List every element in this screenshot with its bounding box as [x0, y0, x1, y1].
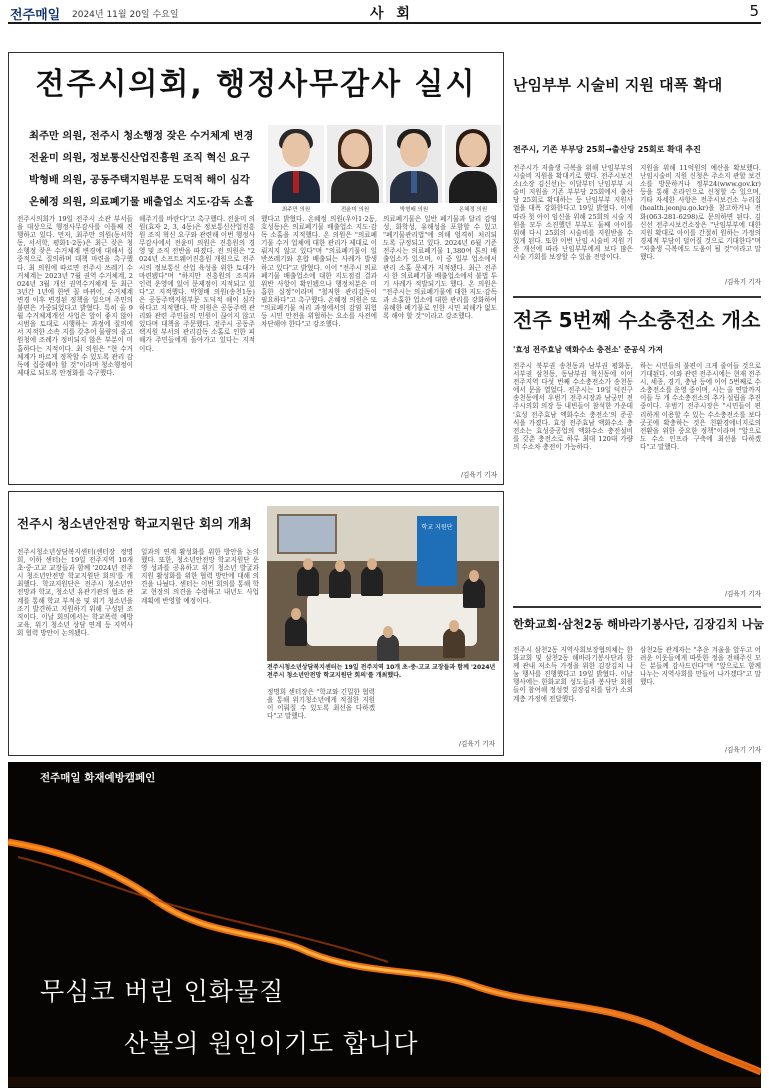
meeting-banner: 학교 지원단	[417, 516, 457, 586]
article-column: 지원을 위해 11억원의 예산을 확보했다. 난임시술비 지원 신청은 주소지 관할 보건소를 방문하거나 정부24(www.gov.kr) 등을 통해 온라인으로 신청할 수 있으며, 기타 자세한 사항은 전주시보건소 누리집(health.jeonju.go.kr)을 참고하거나 전화(063-281-6298)로 문의하면 된다. 김신선 전주시보건소장은 "난임부부에 대한 지원 확대로 아이를 간절히 원하는 가정의 경제적 부담이 덜어질 것으로 기대한다"며 "저출생 극복에도 도움이 될 것"이라고 말했다.	[640, 164, 761, 262]
fire-prevention-campaign	[8, 762, 761, 1088]
article-column: 일과의 연계 활성화를 위한 방안을 논의했다. 또한, 청소년안전망 학교지원단 운영 성과를 공유하고 위기 청소년 발굴과 지원 활성화를 위한 협력 방안에 대해 의견을 나눴다. 센터는 이번 회의를 통해 학교 현장의 의견을 수렴하고 내년도 사업 계획에 반영할 예정이다.	[141, 548, 259, 605]
article-subhead: 전주시, 기존 부부당 25회→출산당 25회로 확대 추진	[513, 145, 701, 154]
photo-caption: 전윤미 의원	[340, 207, 370, 213]
article-column: 했다고 밝혔다. 온혜정 의원(우아1·2동, 호성동)은 의료폐기물 배출업소 지도·감독 소홀을 지적했다. 온 의원은 "의료폐기물 수거 업체에 대한 관리가 제대로 이뤄지지 않고 있다"며 "의료폐기물이 일반쓰레기와 혼합 배출되는 사례가 발생하고 있다"고 밝혔다. 이어 "전주시 의료폐기물 배출업소에 대한 지도점검 결과 위반 사항이 확인됐으나 행정처분은 미흡한 실정"이라며 "철저한 관리감독이 필요하다"고 촉구했다. 온혜정 의원은 또 "의료폐기물 처리 과정에서의 감염 위험 등 시민 안전을 위협하는 요소를 사전에 차단해야 한다"고 강조했다.	[261, 215, 377, 329]
campaign-slogan-line: 산불의 원인이기도 합니다	[124, 1029, 419, 1058]
photo-caption: 온혜정 의원	[458, 207, 488, 213]
article-subhead: '효성 전주효남 액화수소 충전소' 준공식 가져	[513, 345, 663, 354]
issue-date: 2024년 11월 20일 수요일	[72, 10, 179, 20]
reporter-byline: /김육기 기자	[724, 746, 761, 754]
masthead	[8, 2, 761, 24]
councilor-photos	[266, 125, 502, 215]
article-column: 하는 시민들의 불편이 크게 줄어들 것으로 기대된다. 이와 관련 전주시에는 현재 전주시, 세종, 경기, 충남 등에 이어 5번째로 수소충전소를 운영 중이며, 시는 올 연말까지 이들 두 개 수소충전소의 추가 설립을 추진 중이다. 우범기 전주시장은 "시민들이 편리하게 이용할 수 있는 수소충전소를 보다 곳곳에 확충하는 것은 친환경에너지로의 전환을 위한 중요한 정책"이라며 "앞으로도 수소 인프라 구축에 최선을 다하겠다"고 말했다.	[640, 362, 761, 451]
councilor-photo	[327, 125, 383, 203]
subhead: 최주만 의원, 전주시 청소행정 잦은 수거체계 변경	[29, 130, 254, 142]
article-headline: 난임부부 시술비 지원 대폭 확대	[513, 76, 723, 94]
photo-caption: 박형배 의원	[399, 207, 429, 213]
page-number: 5	[749, 2, 759, 20]
article-column: 전주시 북부권 송천동과 남부권 평화동, 서부권 삼천동, 동남부권 혁신동에 이어 전주지역 다섯 번째 수소충전소가 송천동에서 문을 열었다. 전주시는 19일 덕진구 송천동에서 우범기 전주시장과 남궁민 전주시의회 의장 등 내빈들이 참석한 가운데 '효성 전주효남 액화수소 충전소'의 준공식을 가졌다. 효성 전주효남 액화수소 충전소는 효성중공업의 액화수소 충전설비를 갖춘 충전소로 하루 최대 120대 가량의 수소차 충전이 가능하다.	[513, 362, 633, 451]
article-headline: 전주시의회, 행정사무감사 실시	[35, 67, 477, 102]
reporter-byline: /김육기 기자	[724, 278, 761, 286]
article-column: 전주시의회가 19일 전주시 소관 부서들을 대상으로 행정사무감사를 이틀째 진행하고 있다. 먼저, 최주만 의원(동서학동, 서서학, 평화1·2동)은 최근 잦은 청소행정 잦은 수거체계 변경에 대해서 집중적으로 질의하며 대책 마련을 촉구했다. 최 의원에 따르면 전주시 쓰레기 수거체계는 2023년 7월 권역 수거체계, 2024년 3월 개선 권역수거체계 등 최근 3년간 1년에 한번 꼴 바뀌어, 수거체계 변경 이후 변경된 정책을 일으며 주민의 불편은 가중되었다고 밝혔다. 특히 올 9월 수거체계개선 사업은 앞이 좋지 않아 시범을 토대로 시행하는 과정에 질의에서 지적한 소속 지를 갖추어 물량의 줄고 원청에 조례가 정비되지 않은 부분이 미흡하다는 지적이다. 최 의원은 "현 수거체계가 바르게 정착할 수 있도록 관리 감독에 집중해야 할 것"이라며 청소행정이 제대로 되도록 안정화를 촉구했다.	[17, 215, 133, 377]
article-column: 해주기를 바란다"고 촉구했다. 전윤미 의원(효자 2, 3, 4동)은 정보통신산업진흥원 조직 혁신 요구와 관련해 이번 행정사무감사에서 전윤미 의원은 진흥원의 경영 및 조직 전반을 따졌다. 전 의원은 "2024년 소프트웨어진흥원 개원으로 전주시의 정보통신 산업 육성을 위한 토대가 마련됐다"며 "하지만 진흥원의 조직과 인력 운영에 있어 문제점이 지적되고 있다"고 지적했다. 박형배 의원(송천1동)은 공동주택지원부문 도덕적 해이 심각하다고 지적했다. 박 의원은 공동주택 관리와 관련 주민들의 민원이 끊이지 않고 있다며 대책을 주문했다. 전주시 공동주택지원 부서의 관리감독 소홀로 인한 피해가 주민들에게 돌아가고 있다는 지적이다.	[139, 215, 255, 353]
councilor-photo	[268, 125, 324, 203]
article-headline: 전주 5번째 수소충전소 개소	[513, 308, 761, 332]
article-column: 전주시 삼천2동 지역사회보장협의체는 한화교회 및 삼천2동 해바라기봉사단과 함께 관내 저소득 가정을 위한 김장김치 나눔 행사를 진행했다고 19일 밝혔다. 이날 행사에는 한화교회 성도들과 봉사단 회원들이 참여해 정성껏 김장김치를 담가 소외계층 가정에 전달했다.	[513, 646, 633, 703]
councilor-photo	[386, 125, 442, 203]
campaign-label: 전주매일 화재예방캠페인	[40, 772, 156, 784]
councilor-photo	[445, 125, 501, 203]
article-headline: 한화교회·삼천2동 해바라기봉사단, 김장김치 나눔	[513, 617, 764, 631]
subhead: 온혜정 의원, 의료폐기물 배출업소 지도·감독 소홀	[29, 196, 254, 208]
campaign-slogan-line: 무심코 버린 인화물질	[40, 977, 285, 1006]
infertility-article	[513, 52, 761, 290]
article-column: 의료폐기물은 일반 폐기물과 달리 감염성, 화학성, 유해성을 포함할 수 있고 "폐기물관리법"에 의해 엄격히 처리되도록 규정되고 있다. 2024년 6월 기준 전주시는 의료폐기물 1,380여 톤의 배출업소가 있으며, 이 중 일부 업소에서 관리 소홀 문제가 지적됐다. 최근 전주시 한 의료폐기물 배출업소에서 불법 투기 사례가 적발되기도 했다. 온 의원은 "전주시는 의료폐기물에 대한 지도·감독과 소홀한 업소에 대한 관리를 강화하여 유해한 폐기물로 인한 시민 피해가 없도록 해야 할 것"이라고 강조했다.	[383, 215, 497, 321]
reporter-byline: /김육기 기자	[724, 590, 761, 598]
newspaper-name: 전주매일	[10, 8, 61, 23]
article-headline: 전주시 청소년안전망 학교지원단 회의 개최	[17, 516, 252, 531]
photo-caption: 최주만 의원	[281, 207, 311, 213]
subhead: 전윤미 의원, 정보통신산업진흥원 조직 혁신 요구	[29, 152, 250, 164]
subhead: 박형배 의원, 공동주택지원부문 도덕적 해이 심각	[29, 174, 250, 186]
youth-safety-article	[8, 491, 504, 756]
meeting-photo	[267, 506, 499, 661]
hydrogen-station-article	[513, 296, 761, 600]
article-column: 정명희 센터장은 "학교와 긴밀한 협력을 통해 위기청소년에게 적절한 지원이 이뤄질 수 있도록 최선을 다하겠다"고 말했다.	[267, 688, 375, 721]
article-column: 삼천2동 관계자는 "추운 겨울을 앞두고 어려운 이웃들에게 따뜻한 정을 전해주신 모든 분들께 감사드린다"며 "앞으로도 함께 나누는 지역사회를 만들어 나가겠다"고 말했다.	[640, 646, 761, 687]
article-subheads	[29, 125, 267, 213]
article-column: 전주시가 저출생 극복을 위해 난임부부의 시술비 지원을 확대키로 했다. 전주시보건소(소장 김신선)는 이달부터 난임부부 시술비 지원을 기존 부부당 25회에서 출산당 25회로 확대하는 등 난임부부 지원사업을 대폭 강화한다고 19일 밝혔다. 이에 따라 첫 아이 임신을 위해 25회의 시술 지원을 모두 소진했던 부부도 둘째 아이를 위해 다시 25회의 시술비를 지원받을 수 있게 된다. 또한 이번 난임 시술비 지원 기준 개선에 따라 난임부부에게 보다 많은 시술 기회를 보장할 수 있을 전망이다.	[513, 164, 633, 262]
section-title: 사 회	[370, 6, 414, 22]
kimchi-sharing-article	[513, 606, 764, 756]
council-audit-article	[8, 52, 504, 485]
reporter-byline: /김육기 기자	[460, 471, 497, 479]
reporter-byline: /김육기 기자	[458, 740, 495, 748]
photo-caption: 전주시청소년상담복지센터는 19일 전주지역 10개 초·중·고교 교장들과 함께 '2024년 전주시 청소년안전망 학교지원단 회의'를 개최했다.	[267, 664, 496, 679]
article-column: 전주시청소년상담복지센터(센터장 정명희, 이하 센터)는 19일 전주지역 10개 초·중·고교 교장들과 함께 '2024년 전주시 청소년안전망 학교지원단 회의'를 개최했다. 학교지원단은 전주시 청소년안전망과 학교, 청소년 유관기관의 협조 관계를 통해 학교 부적응 및 위기 청소년을 조기 발견하고 지원하기 위해 구성된 조직이다. 이날 회의에서는 학교폭력 예방교육, 위기 청소년 상담 연계 등 지역사회 협력 방안이 논의됐다.	[17, 548, 133, 637]
